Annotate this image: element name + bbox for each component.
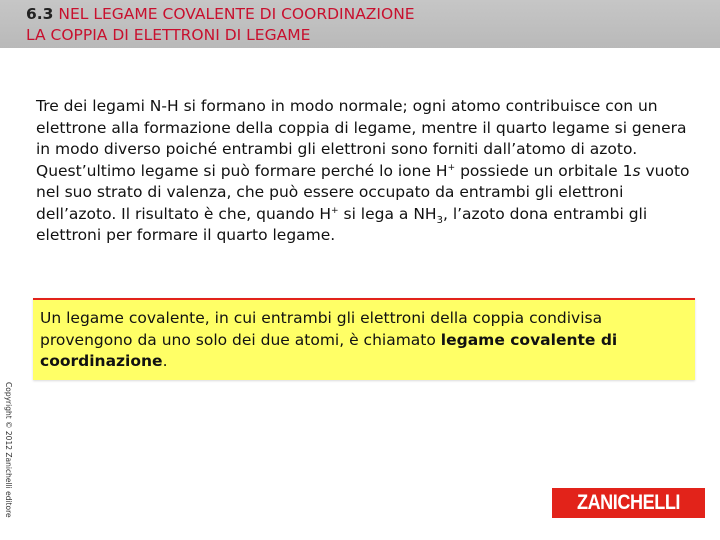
definition-sentence: Un legame covalente, in cui entrambi gli elettroni della coppia condivisa provengono da uno solo dei due atomi, è chiamato <box>40 309 603 349</box>
nh3-subscript: 3 <box>436 214 443 226</box>
copyright-notice: Copyright © 2012 Zanichelli editore <box>4 382 13 518</box>
section-number: 6.3 <box>26 5 54 23</box>
p2-part-b: possiede un orbitale 1 <box>455 161 633 180</box>
publisher-logo-text: ZANICHELLI <box>576 491 681 514</box>
p2-part-d: si lega a NH <box>338 204 437 223</box>
definition-term: legame covalente di coordinazione <box>40 330 618 370</box>
definition-period: . <box>162 352 168 370</box>
paragraph-2 <box>36 161 696 247</box>
definition-text <box>40 308 680 373</box>
slide-title-line2: LA COPPIA DI ELETTRONI DI LEGAME <box>26 26 311 44</box>
slide-title-line1 <box>26 5 415 23</box>
p2-part-a: Quest’ultimo legame si può formare perché lo ione H <box>36 161 448 180</box>
publisher-logo <box>552 488 705 518</box>
title-text-line1: NEL LEGAME COVALENTE DI COORDINAZIONE <box>58 5 415 23</box>
h-plus-superscript-2: + <box>331 205 339 216</box>
p2-part-c: vuoto nel suo strato di valenza, che può essere occupato da entrambi gli elettroni dell’azoto. Il risultato è che, quando H <box>36 161 690 223</box>
paragraph-1: Tre dei legami N-H si formano in modo normale; ogni atomo contribuisce con un elettrone alla formazione della coppia di legame, mentre il quarto legame si genera in modo diverso poiché entrambi gli elettroni sono forniti dall’atomo di azoto. <box>36 97 687 158</box>
p2-part-e: , l’azoto dona entrambi gli elettroni per formare il quarto legame. <box>36 204 648 244</box>
body-text <box>36 96 696 247</box>
orbital-s: s <box>632 161 641 180</box>
definition-box <box>33 298 695 380</box>
h-plus-superscript-1: + <box>447 162 456 173</box>
